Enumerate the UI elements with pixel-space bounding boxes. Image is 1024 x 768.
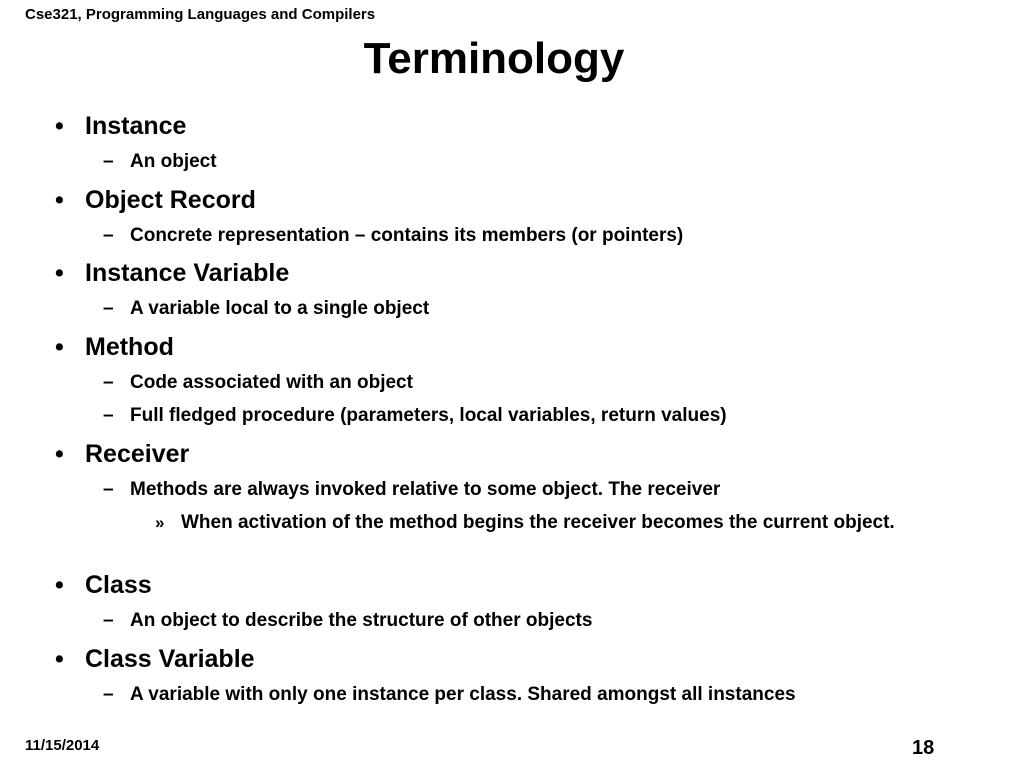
slide-title: Terminology [363,34,625,83]
dash-icon: – [103,151,114,172]
dash-icon: – [103,684,114,705]
bullet-icon: • [55,259,64,287]
sub-item-text: Methods are always invoked relative to some object. The receiver [130,479,721,500]
dash-icon: – [103,610,114,631]
bullet-term: Method [85,333,174,361]
sub-item-text: Full fledged procedure (parameters, local variables, return values) [130,405,727,426]
course-header: Cse321, Programming Languages and Compilers [25,6,376,23]
bullet-term: Object Record [85,186,256,214]
dash-icon: – [103,298,114,319]
sub-item-text: A variable with only one instance per class. Shared amongst all instances [130,684,796,705]
bullet-icon: • [55,112,64,140]
bullet-term: Receiver [85,440,190,468]
chevron-icon: » [155,513,165,532]
bullet-icon: • [55,333,64,361]
bullet-icon: • [55,186,64,214]
bullet-term: Class Variable [85,645,255,673]
dash-icon: – [103,225,114,246]
sub-item-text: An object [130,151,217,172]
bullet-icon: • [55,645,64,673]
page-number: 18 [912,737,935,759]
footer-date: 11/15/2014 [25,737,100,754]
sub-item-text: An object to describe the structure of other objects [130,610,593,631]
dash-icon: – [103,479,114,500]
sub-sub-item-text: When activation of the method begins the receiver becomes the current object. [181,512,895,533]
sub-item-text: Code associated with an object [130,372,413,393]
sub-item-text: Concrete representation – contains its members (or pointers) [130,225,684,246]
bullet-icon: • [55,571,64,599]
sub-item-text: A variable local to a single object [130,298,430,319]
bullet-term: Instance Variable [85,259,290,287]
bullet-icon: • [55,440,64,468]
dash-icon: – [103,405,114,426]
bullet-term: Instance [85,112,187,140]
bullet-term: Class [85,571,152,599]
dash-icon: – [103,372,114,393]
